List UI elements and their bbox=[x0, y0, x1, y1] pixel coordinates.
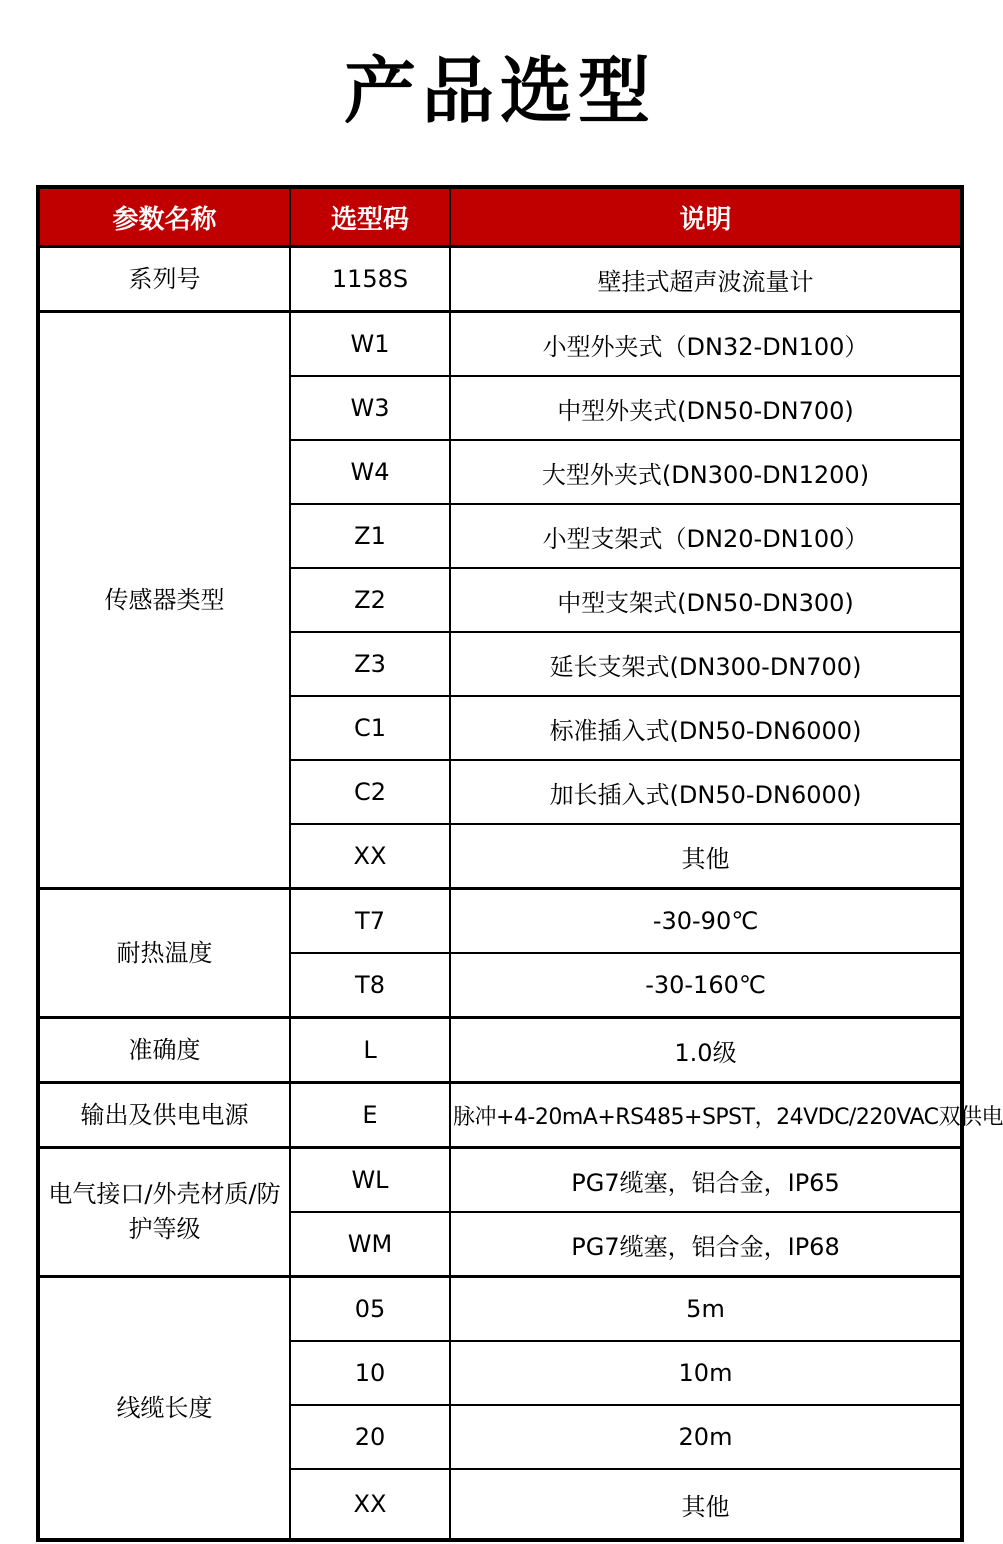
selection-code-cell: C2 bbox=[290, 760, 450, 824]
description-cell: 中型外夹式(DN50-DN700) bbox=[450, 376, 962, 440]
option-row bbox=[38, 1018, 962, 1083]
description-cell: PG7缆塞，铝合金，IP65 bbox=[450, 1148, 962, 1213]
selection-code-cell: Z1 bbox=[290, 504, 450, 568]
description-cell: 脉冲+4-20mA+RS485+SPST，24VDC/220VAC双供电 bbox=[450, 1083, 962, 1148]
selection-code-cell: Z2 bbox=[290, 568, 450, 632]
page bbox=[0, 44, 1003, 1544]
selection-code-cell: Z3 bbox=[290, 632, 450, 696]
selection-code-cell: XX bbox=[290, 824, 450, 889]
parameter-name-cell: 耐热温度 bbox=[38, 889, 290, 1018]
description-cell: 中型支架式(DN50-DN300) bbox=[450, 568, 962, 632]
selection-code-cell: C1 bbox=[290, 696, 450, 760]
col-header-description: 说明 bbox=[450, 187, 962, 247]
option-row bbox=[38, 889, 962, 954]
page-title: 产品选型 bbox=[343, 49, 656, 133]
description-cell: 小型外夹式（DN32-DN100） bbox=[450, 312, 962, 377]
parameter-name-cell: 传感器类型 bbox=[38, 312, 290, 889]
selection-code-cell: WL bbox=[290, 1148, 450, 1213]
header-row bbox=[38, 187, 962, 247]
col-header-selection-code: 选型码 bbox=[290, 187, 450, 247]
selection-code-cell: 05 bbox=[290, 1277, 450, 1342]
selection-code-cell: T7 bbox=[290, 889, 450, 954]
description-cell: 加长插入式(DN50-DN6000) bbox=[450, 760, 962, 824]
table-body bbox=[38, 247, 1003, 1541]
description-cell: 延长支架式(DN300-DN700) bbox=[450, 632, 962, 696]
selection-code-cell: L bbox=[290, 1018, 450, 1083]
parameter-name-cell: 系列号 bbox=[38, 247, 290, 312]
description-cell: 大型外夹式(DN300-DN1200) bbox=[450, 440, 962, 504]
description-cell: 其他 bbox=[450, 1469, 962, 1540]
parameter-name-cell: 电气接口/外壳材质/防护等级 bbox=[38, 1148, 290, 1277]
option-row bbox=[38, 1277, 962, 1342]
selection-code-cell: W4 bbox=[290, 440, 450, 504]
selection-code-cell: W3 bbox=[290, 376, 450, 440]
product-selection-table bbox=[36, 185, 1003, 1542]
option-row bbox=[38, 247, 962, 312]
selection-code-cell: 1158S bbox=[290, 247, 450, 312]
description-cell: 壁挂式超声波流量计 bbox=[450, 247, 962, 312]
description-cell: -30-160℃ bbox=[450, 953, 962, 1018]
description-cell: 1.0级 bbox=[450, 1018, 962, 1083]
description-cell: 其他 bbox=[450, 824, 962, 889]
parameter-name-cell: 线缆长度 bbox=[38, 1277, 290, 1541]
table-header bbox=[38, 187, 962, 247]
description-cell: 10m bbox=[450, 1341, 962, 1405]
selection-code-cell: 10 bbox=[290, 1341, 450, 1405]
description-cell: 5m bbox=[450, 1277, 962, 1342]
selection-code-cell: 20 bbox=[290, 1405, 450, 1469]
selection-code-cell: E bbox=[290, 1083, 450, 1148]
description-cell: 20m bbox=[450, 1405, 962, 1469]
selection-code-cell: XX bbox=[290, 1469, 450, 1540]
option-row bbox=[38, 1083, 962, 1148]
parameter-name-cell: 输出及供电电源 bbox=[38, 1083, 290, 1148]
parameter-name-cell: 准确度 bbox=[38, 1018, 290, 1083]
selection-code-cell: T8 bbox=[290, 953, 450, 1018]
description-cell: PG7缆塞，铝合金，IP68 bbox=[450, 1212, 962, 1277]
description-cell: 标准插入式(DN50-DN6000) bbox=[450, 696, 962, 760]
option-row bbox=[38, 312, 962, 377]
option-row bbox=[38, 1148, 962, 1213]
col-header-parameter-name: 参数名称 bbox=[38, 187, 290, 247]
selection-code-cell: WM bbox=[290, 1212, 450, 1277]
description-cell: 小型支架式（DN20-DN100） bbox=[450, 504, 962, 568]
selection-code-cell: W1 bbox=[290, 312, 450, 377]
description-cell: -30-90℃ bbox=[450, 889, 962, 954]
